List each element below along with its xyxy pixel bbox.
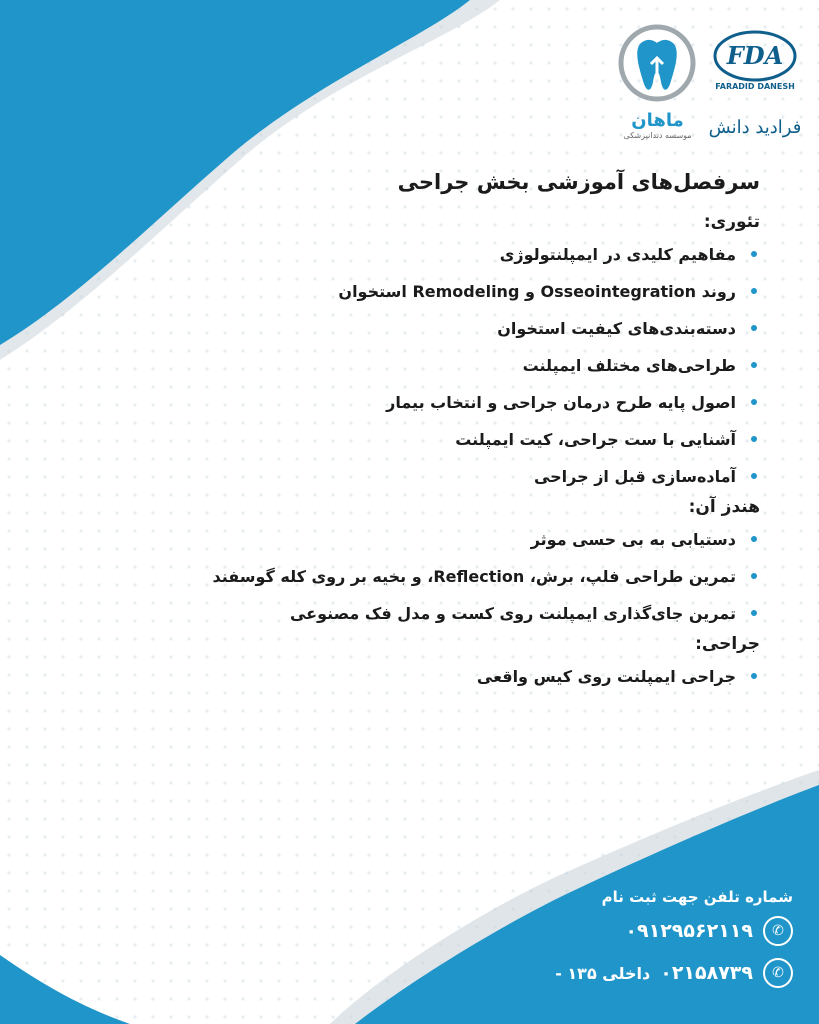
list-item: تمرین طراحی فلپ، برش، Reflection، و بخیه بر روی کله گوسفند — [240, 558, 760, 595]
bullet-icon — [751, 288, 757, 294]
bullet-icon — [751, 399, 757, 405]
mahan-logo — [610, 22, 705, 154]
list-item: اصول پایه طرح درمان جراحی و انتخاب بیمار — [240, 384, 760, 421]
tooth-icon — [610, 22, 705, 104]
mobile-phone-row[interactable] — [433, 916, 793, 946]
hands-on-list — [212, 521, 760, 632]
list-item: آماده‌سازی قبل از جراحی — [240, 458, 760, 495]
phone-icon: ✆ — [763, 916, 793, 946]
svg-text:FDA: FDA — [726, 41, 784, 70]
office-phone-row[interactable] — [433, 958, 793, 988]
section-heading-surgery: جراحی: — [695, 634, 760, 654]
surgery-list — [240, 658, 760, 695]
fda-emblem-icon — [700, 26, 810, 86]
fda-latin-name: FARADID DANESH — [715, 82, 795, 91]
theory-list — [240, 236, 760, 495]
bullet-icon — [751, 610, 757, 616]
faradid-danesh-logo — [700, 26, 810, 156]
section-heading-hands-on: هندز آن: — [688, 497, 760, 517]
list-item: دسته‌بندی‌های کیفیت استخوان — [240, 310, 760, 347]
office-phone-number[interactable]: ۰۲۱۵۸۷۳۹ — [660, 962, 753, 984]
list-item: دستیابی به بی حسی موثر — [240, 521, 760, 558]
mobile-phone-number[interactable]: ۰۹۱۲۹۵۶۲۱۱۹ — [625, 920, 753, 942]
page-title: سرفصل‌های آموزشی بخش جراحی — [397, 170, 760, 194]
section-heading-theory: تئوری: — [703, 212, 760, 232]
list-item: روند Osseointegration و Remodeling استخوان — [240, 273, 760, 310]
bullet-icon — [751, 536, 757, 542]
list-item: طراحی‌های مختلف ایمپلنت — [240, 347, 760, 384]
contact-footer — [433, 888, 793, 1000]
fda-persian-name: فرادید دانش — [708, 117, 802, 138]
phone-icon: ✆ — [763, 958, 793, 988]
bullet-icon — [751, 251, 757, 257]
list-item: جراحی ایمپلنت روی کیس واقعی — [240, 658, 760, 695]
list-item: آشنایی با ست جراحی، کیت ایمپلنت — [240, 421, 760, 458]
syllabus-content — [212, 170, 760, 695]
bullet-icon — [751, 436, 757, 442]
registration-label: شماره تلفن جهت ثبت نام — [601, 888, 793, 906]
bullet-icon — [751, 673, 757, 679]
bullet-icon — [751, 473, 757, 479]
phone-extension: داخلی ۱۳۵ - — [555, 963, 651, 983]
bullet-icon — [751, 573, 757, 579]
bullet-icon — [751, 325, 757, 331]
list-item: تمرین جای‌گذاری ایمپلنت روی کست و مدل فک مصنوعی — [240, 595, 760, 632]
mahan-subtitle: موسسه دندانپزشکی — [623, 131, 692, 140]
mahan-name: ماهان — [631, 110, 684, 131]
list-item: مفاهیم کلیدی در ایمپلنتولوژی — [240, 236, 760, 273]
bullet-icon — [751, 362, 757, 368]
